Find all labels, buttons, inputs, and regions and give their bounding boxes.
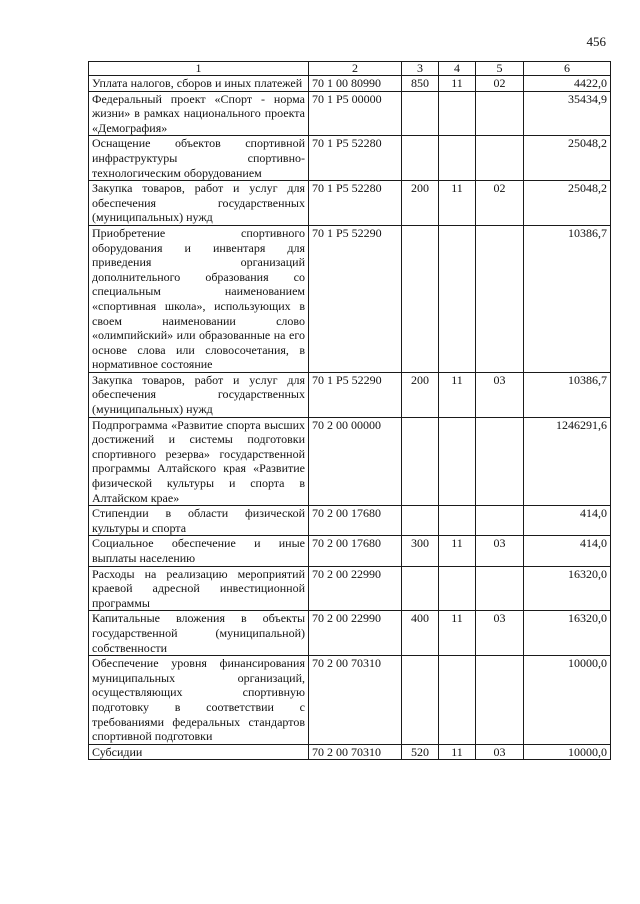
row-col5 bbox=[476, 136, 524, 181]
table-row bbox=[89, 417, 611, 506]
row-name: Субсидии bbox=[89, 744, 309, 760]
row-code: 70 2 00 22990 bbox=[309, 566, 402, 611]
row-col3 bbox=[402, 566, 439, 611]
page-number: 456 bbox=[586, 34, 606, 49]
table-row bbox=[89, 225, 611, 372]
row-amount: 35434,9 bbox=[524, 91, 611, 136]
row-code: 70 1 Р5 52280 bbox=[309, 181, 402, 226]
row-col3: 300 bbox=[402, 536, 439, 566]
row-col5 bbox=[476, 417, 524, 506]
row-col4 bbox=[439, 225, 476, 372]
row-amount: 16320,0 bbox=[524, 611, 611, 656]
row-code: 70 2 00 17680 bbox=[309, 536, 402, 566]
row-col3: 200 bbox=[402, 181, 439, 226]
row-amount: 10386,7 bbox=[524, 225, 611, 372]
row-col4 bbox=[439, 506, 476, 536]
row-col5: 03 bbox=[476, 536, 524, 566]
row-col4: 11 bbox=[439, 744, 476, 760]
row-col3 bbox=[402, 91, 439, 136]
row-col4: 11 bbox=[439, 536, 476, 566]
row-code: 70 1 Р5 52290 bbox=[309, 372, 402, 417]
row-col3: 200 bbox=[402, 372, 439, 417]
row-code: 70 1 Р5 52280 bbox=[309, 136, 402, 181]
header-cell-6: 6 bbox=[524, 62, 611, 76]
row-name: Оснащение объектов спортивной инфраструктуры спортивно-технологическим оборудованием bbox=[89, 136, 309, 181]
row-col3 bbox=[402, 225, 439, 372]
row-col3: 850 bbox=[402, 76, 439, 92]
row-name: Обеспечение уровня финансирования муниципальных организаций, осуществляющих спортивную подготовку в соответствии с требованиями федеральных стандартов спортивной подготовки bbox=[89, 656, 309, 745]
row-code: 70 1 Р5 52290 bbox=[309, 225, 402, 372]
row-col4 bbox=[439, 566, 476, 611]
row-col5: 02 bbox=[476, 181, 524, 226]
row-col5 bbox=[476, 506, 524, 536]
row-col4: 11 bbox=[439, 181, 476, 226]
row-amount: 16320,0 bbox=[524, 566, 611, 611]
row-name: Федеральный проект «Спорт - норма жизни» в рамках национального проекта «Демография» bbox=[89, 91, 309, 136]
row-code: 70 2 00 70310 bbox=[309, 656, 402, 745]
table-row bbox=[89, 91, 611, 136]
row-amount: 4422,0 bbox=[524, 76, 611, 92]
row-name: Стипендии в области физической культуры и спорта bbox=[89, 506, 309, 536]
row-code: 70 2 00 70310 bbox=[309, 744, 402, 760]
header-cell-3: 3 bbox=[402, 62, 439, 76]
row-name: Закупка товаров, работ и услуг для обеспечения государственных (муниципальных) нужд bbox=[89, 181, 309, 226]
row-amount: 1246291,6 bbox=[524, 417, 611, 506]
row-col5: 03 bbox=[476, 744, 524, 760]
table-row bbox=[89, 611, 611, 656]
row-col4 bbox=[439, 656, 476, 745]
row-col3 bbox=[402, 136, 439, 181]
row-col5: 03 bbox=[476, 372, 524, 417]
row-col4: 11 bbox=[439, 372, 476, 417]
row-code: 70 2 00 17680 bbox=[309, 506, 402, 536]
table-row bbox=[89, 656, 611, 745]
row-amount: 10000,0 bbox=[524, 656, 611, 745]
row-col5: 02 bbox=[476, 76, 524, 92]
row-name: Социальное обеспечение и иные выплаты населению bbox=[89, 536, 309, 566]
table-row bbox=[89, 506, 611, 536]
row-code: 70 1 Р5 00000 bbox=[309, 91, 402, 136]
row-col4: 11 bbox=[439, 611, 476, 656]
row-amount: 10000,0 bbox=[524, 744, 611, 760]
table-header-row bbox=[89, 62, 611, 76]
row-amount: 25048,2 bbox=[524, 181, 611, 226]
row-col5 bbox=[476, 225, 524, 372]
row-col5 bbox=[476, 91, 524, 136]
row-name: Уплата налогов, сборов и иных платежей bbox=[89, 76, 309, 92]
table-row bbox=[89, 744, 611, 760]
row-amount: 10386,7 bbox=[524, 372, 611, 417]
row-amount: 414,0 bbox=[524, 506, 611, 536]
row-code: 70 1 00 80990 bbox=[309, 76, 402, 92]
row-col3 bbox=[402, 417, 439, 506]
row-col5 bbox=[476, 656, 524, 745]
row-amount: 25048,2 bbox=[524, 136, 611, 181]
row-col4 bbox=[439, 417, 476, 506]
row-col5 bbox=[476, 566, 524, 611]
row-amount: 414,0 bbox=[524, 536, 611, 566]
row-name: Приобретение спортивного оборудования и инвентаря для приведения организаций дополнительного образования со специальным наименованием «спортивная школа», использующих в своем наименовании слово «олимпийский» или образованные на его основе слова или словосочетания, в нормативное состояние bbox=[89, 225, 309, 372]
table-row bbox=[89, 566, 611, 611]
row-code: 70 2 00 00000 bbox=[309, 417, 402, 506]
row-col3: 520 bbox=[402, 744, 439, 760]
table-row bbox=[89, 76, 611, 92]
header-cell-5: 5 bbox=[476, 62, 524, 76]
row-col3: 400 bbox=[402, 611, 439, 656]
table-row bbox=[89, 181, 611, 226]
row-col4: 11 bbox=[439, 76, 476, 92]
row-col4 bbox=[439, 136, 476, 181]
header-cell-1: 1 bbox=[89, 62, 309, 76]
budget-table bbox=[88, 61, 611, 760]
table-row bbox=[89, 372, 611, 417]
row-code: 70 2 00 22990 bbox=[309, 611, 402, 656]
row-col5: 03 bbox=[476, 611, 524, 656]
header-cell-2: 2 bbox=[309, 62, 402, 76]
table-row bbox=[89, 136, 611, 181]
row-name: Капитальные вложения в объекты государственной (муниципальной) собственности bbox=[89, 611, 309, 656]
row-name: Подпрограмма «Развитие спорта высших достижений и системы подготовки спортивного резерва» государственной программы Алтайского края «Развитие физической культуры и спорта в Алтайском крае» bbox=[89, 417, 309, 506]
row-col4 bbox=[439, 91, 476, 136]
row-name: Закупка товаров, работ и услуг для обеспечения государственных (муниципальных) нужд bbox=[89, 372, 309, 417]
row-col3 bbox=[402, 656, 439, 745]
header-cell-4: 4 bbox=[439, 62, 476, 76]
table-row bbox=[89, 536, 611, 566]
row-name: Расходы на реализацию мероприятий краевой адресной инвестиционной программы bbox=[89, 566, 309, 611]
row-col3 bbox=[402, 506, 439, 536]
